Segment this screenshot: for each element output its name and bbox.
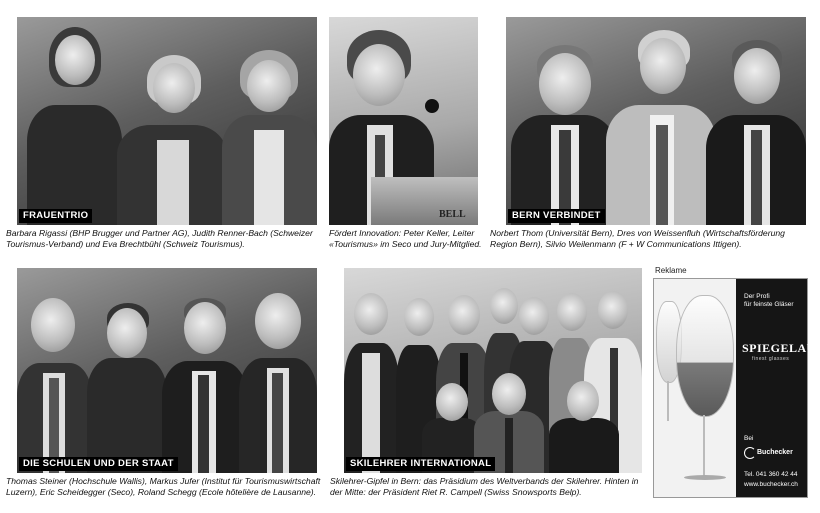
ad-section-label: Reklame: [655, 266, 687, 275]
glass-stem: [703, 415, 705, 477]
photo-bern-verbindet: [506, 17, 806, 225]
photo-peter-keller: [329, 17, 478, 225]
person-figure: [606, 30, 716, 225]
photo-schulen-und-staat: [17, 268, 317, 473]
person-figure: [162, 298, 247, 473]
ad-dealer: Buchecker: [757, 449, 793, 456]
person-figure: [222, 50, 317, 225]
person-figure: [549, 381, 619, 473]
caption-line: Skilehrer-Gipfel in Bern: das Präsidium des Weltverbands der Skilehrer. Hinten in: [330, 476, 639, 486]
ad-at-label: Bei: [744, 435, 754, 442]
caption-line: der Mitte: der Präsident Riet R. Campell (Swiss Snowsports Belp).: [330, 486, 582, 497]
buchecker-logo-icon: [744, 447, 756, 459]
ad-tagline-2: für feinste Gläser: [744, 301, 794, 308]
caption-line: Norbert Thom (Universität Bern), Dres von Weissenfluh (Wirtschaftsförderung: [490, 228, 785, 238]
photo-skilehrer-international: [344, 268, 642, 473]
caption-line: Thomas Steiner (Hochschule Wallis), Markus Jufer (Institut für Tourismuswirtschaft: [6, 476, 321, 486]
person-figure: [239, 293, 317, 473]
glass-stem: [667, 381, 669, 421]
photo-label: BERN VERBINDET: [508, 209, 605, 223]
photo-caption: [6, 228, 326, 250]
photo-label: FRAUENTRIO: [19, 209, 92, 223]
photo-frauentrio: [17, 17, 317, 225]
ad-phone: Tel. 041 360 42 44: [744, 471, 798, 478]
spiegelau-advertisement[interactable]: [653, 278, 816, 498]
person-figure: [117, 55, 227, 225]
lectern-text: BELL: [439, 209, 466, 220]
caption-line: Fördert Innovation: Peter Keller, Leiter: [329, 228, 475, 238]
photo-caption: [490, 228, 820, 250]
glass-foot: [684, 475, 726, 480]
caption-line: Tourismus-Verband) und Eva Brechtbühl (Schweiz Tourismus).: [6, 238, 245, 249]
person-figure: [511, 45, 616, 225]
spiegelau-logo: SPIEGELAU: [742, 341, 816, 355]
ad-dark-panel: [736, 279, 816, 497]
wine-glass-icon: [676, 295, 734, 417]
caption-line: «Tourismus» im Seco und Jury-Mitglied.: [329, 238, 482, 249]
caption-line: Region Bern), Silvio Weilenmann (F + W Communications Ittigen).: [490, 238, 742, 249]
spiegelau-logo-sub: finest glasses: [752, 356, 790, 362]
ad-tagline-1: Der Profi: [744, 293, 770, 300]
photo-caption: [330, 476, 650, 498]
microphone-icon: [425, 99, 439, 113]
person-figure: [87, 303, 167, 473]
photo-caption: [6, 476, 336, 498]
photo-label: SKILEHRER INTERNATIONAL: [346, 457, 495, 471]
caption-line: Barbara Rigassi (BHP Brugger und Partner AG), Judith Renner-Bach (Schweizer: [6, 228, 313, 238]
person-figure: [706, 40, 806, 225]
ad-url[interactable]: www.buchecker.ch: [744, 481, 798, 488]
photo-caption: [329, 228, 489, 250]
caption-line: Luzern), Eric Scheidegger (Seco), Roland Schegg (Ecole hôtelière de Lausanne).: [6, 486, 317, 497]
person-figure: [27, 25, 122, 225]
photo-label: DIE SCHULEN UND DER STAAT: [19, 457, 178, 471]
person-figure: [17, 298, 92, 473]
person-figure: [344, 293, 399, 473]
